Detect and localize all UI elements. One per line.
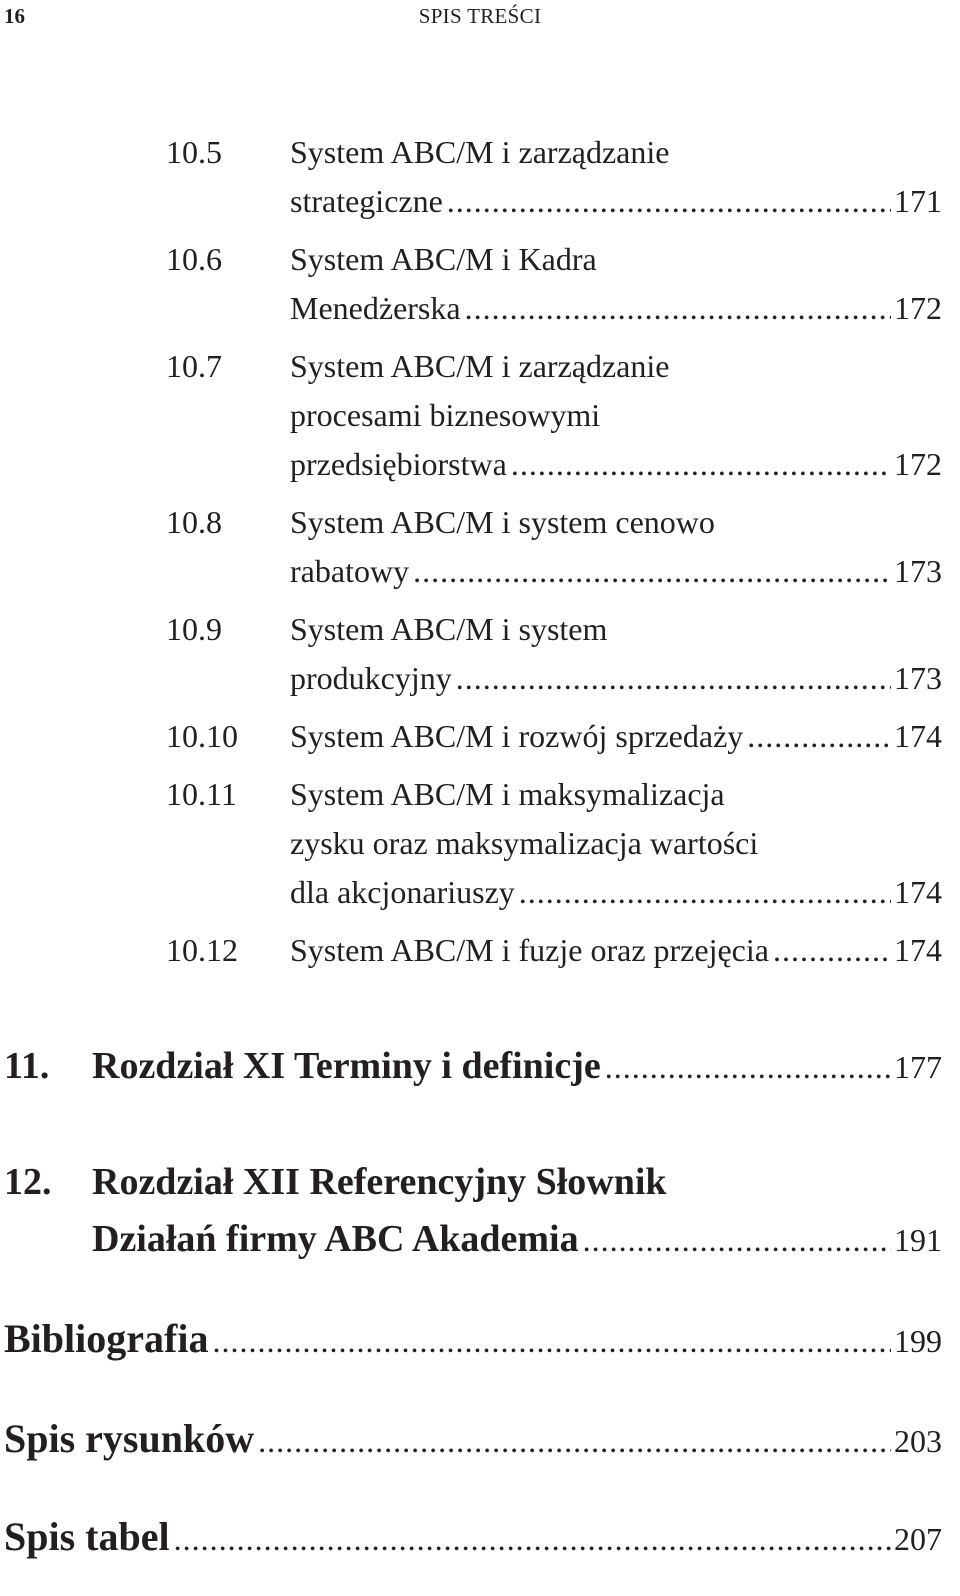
entry-title-line: System ABC/M i system cenowo <box>290 504 715 540</box>
entry-title-line: System ABC/M i fuzje oraz przejęcia <box>290 932 769 968</box>
entry-title-line: rabatowy <box>290 553 410 589</box>
entry-title-line: procesami biznesowymi <box>290 397 601 433</box>
entry-title-line: produkcyjny <box>290 660 452 696</box>
entry-title-line: System ABC/M i Kadra <box>290 241 597 277</box>
toc-entry-10-10[interactable] <box>0 712 960 761</box>
entry-page-number: 171 <box>894 183 942 219</box>
chapter-title-line: Rozdział XI Terminy i definicje <box>92 1045 601 1087</box>
chapter-title-line: Działań firmy ABC Akademia <box>92 1218 579 1260</box>
chapter-page-number: 177 <box>894 1049 942 1085</box>
leader-dots <box>174 1510 891 1568</box>
toc-bibliografia[interactable] <box>4 1310 942 1370</box>
leader-dots <box>583 1212 891 1269</box>
entry-title-line: System ABC/M i zarządzanie <box>290 348 670 384</box>
leader-dots <box>519 868 891 917</box>
toc-spis-rysunkow[interactable] <box>4 1410 942 1470</box>
entry-page-number: 172 <box>894 290 942 326</box>
entry-title-line: przedsiębiorstwa <box>290 446 507 482</box>
leader-dots <box>212 1312 891 1370</box>
back-matter-page-number: 199 <box>894 1323 942 1359</box>
entry-number: 10.8 <box>166 504 222 540</box>
entry-number: 10.7 <box>166 348 222 384</box>
toc-chapter-12[interactable] <box>0 1154 942 1269</box>
back-matter-title: Spis rysunków <box>4 1416 255 1461</box>
chapter-number: 12. <box>4 1161 52 1203</box>
toc-entry-10-12[interactable] <box>0 926 960 975</box>
toc-entry-10-8[interactable] <box>0 498 960 596</box>
back-matter-title: Spis tabel <box>4 1514 170 1559</box>
back-matter-page-number: 203 <box>894 1423 942 1459</box>
entry-page-number: 174 <box>894 718 942 754</box>
entry-number: 10.10 <box>166 718 238 754</box>
leader-dots <box>605 1039 891 1096</box>
toc-entry-10-5[interactable] <box>0 128 960 226</box>
chapter-number: 11. <box>4 1045 50 1087</box>
entry-number: 10.11 <box>166 776 237 812</box>
entry-title-line: dla akcjonariuszy <box>290 874 515 910</box>
entry-title-line: System ABC/M i zarządzanie <box>290 134 670 170</box>
entry-title-line: System ABC/M i rozwój sprzedaży <box>290 718 744 754</box>
entry-number: 10.12 <box>166 932 238 968</box>
running-title: SPIS TREŚCI <box>418 4 542 28</box>
entry-page-number: 174 <box>894 932 942 968</box>
entry-page-number: 172 <box>894 446 942 482</box>
leader-dots <box>413 547 891 596</box>
entry-title-line: zysku oraz maksymalizacja wartości <box>290 825 759 861</box>
page-number: 16 <box>4 4 25 28</box>
back-matter-page-number: 207 <box>894 1521 942 1557</box>
chapter-page-number: 191 <box>894 1222 942 1258</box>
leader-dots <box>511 440 891 489</box>
entry-number: 10.9 <box>166 611 222 647</box>
toc-entry-10-6[interactable] <box>0 235 960 333</box>
entry-number: 10.6 <box>166 241 222 277</box>
leader-dots <box>456 654 891 703</box>
leader-dots <box>747 712 891 761</box>
leader-dots <box>447 177 891 226</box>
entry-page-number: 174 <box>894 874 942 910</box>
entry-page-number: 173 <box>894 660 942 696</box>
leader-dots <box>258 1412 891 1470</box>
entry-title-line: System ABC/M i system <box>290 611 608 647</box>
entry-title-line: System ABC/M i maksymalizacja <box>290 776 725 812</box>
toc-entry-10-9[interactable] <box>0 605 960 703</box>
toc-spis-tabel[interactable] <box>4 1508 942 1568</box>
toc-entry-10-11[interactable] <box>0 770 960 917</box>
entry-title-line: Menedżerska <box>290 290 461 326</box>
toc-chapter-11[interactable] <box>0 1038 942 1096</box>
entry-page-number: 173 <box>894 553 942 589</box>
back-matter-title: Bibliografia <box>4 1316 209 1361</box>
toc-entry-10-7[interactable] <box>0 342 960 489</box>
toc-subsections <box>0 128 960 984</box>
page-header <box>0 0 960 34</box>
entry-number: 10.5 <box>166 134 222 170</box>
leader-dots <box>465 284 891 333</box>
entry-title-line: strategiczne <box>290 183 443 219</box>
leader-dots <box>773 926 891 975</box>
chapter-title-line: Rozdział XII Referencyjny Słownik <box>92 1161 667 1203</box>
